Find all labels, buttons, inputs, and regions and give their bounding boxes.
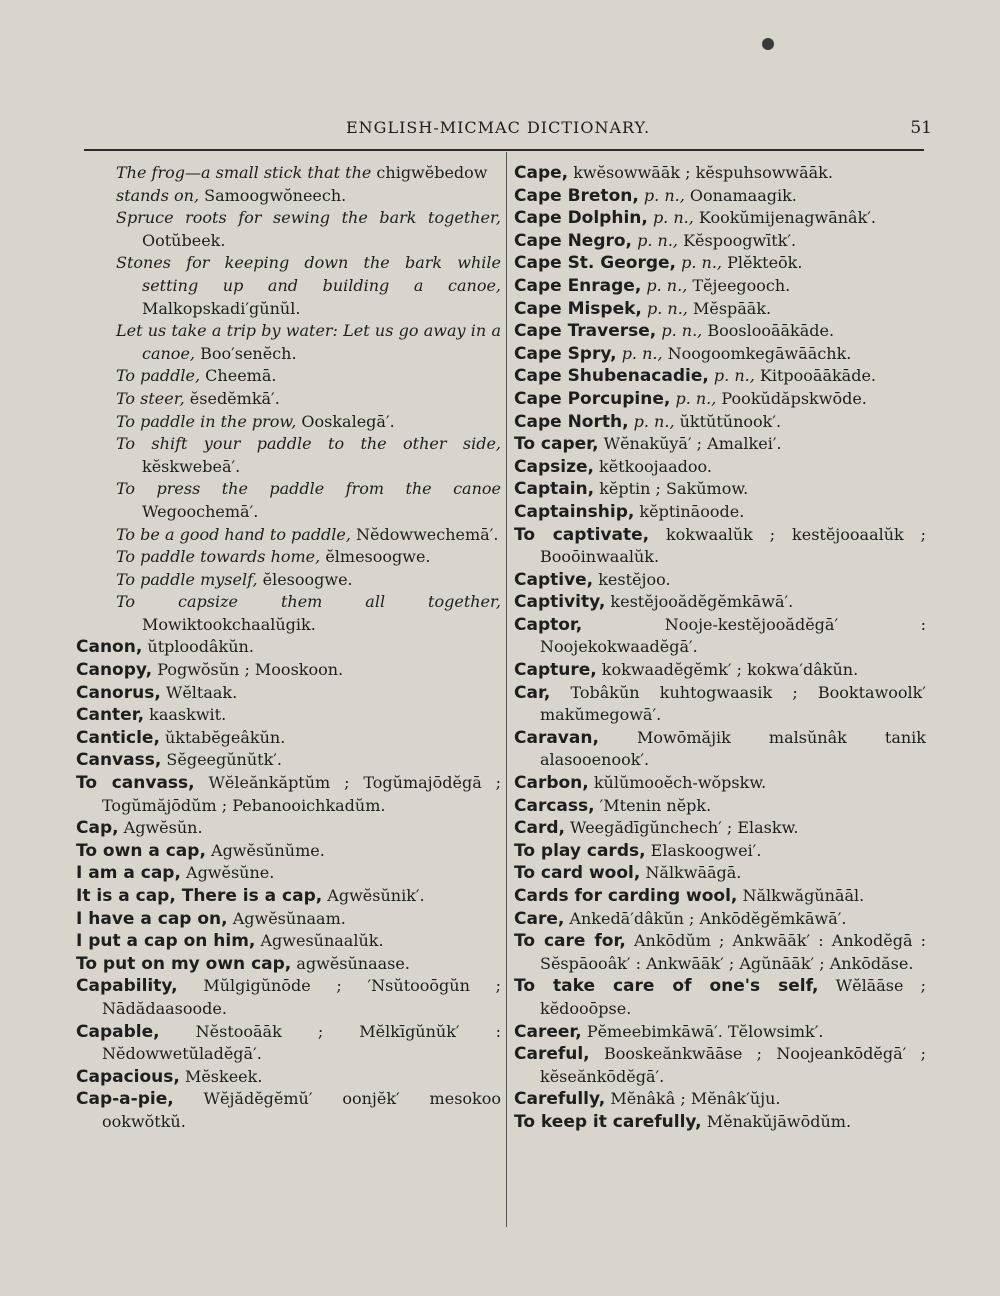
entry-translation: Mĕspāāk. xyxy=(687,298,772,318)
entry-phrase: p. n., xyxy=(646,275,688,295)
page-header xyxy=(84,118,932,142)
dictionary-entry xyxy=(514,298,926,321)
dictionary-entry xyxy=(514,885,926,908)
entry-phrase: Let us take a trip by water: Let us go away in a canoe, xyxy=(116,321,501,363)
dictionary-entry xyxy=(76,862,501,885)
dictionary-entry xyxy=(514,433,926,456)
entry-headword: Canticle, xyxy=(76,727,160,748)
left-column xyxy=(76,162,501,1134)
entry-translation: Nĕdowwechemā′. xyxy=(350,524,499,544)
entry-translation: Noogoomkegāwāāchk. xyxy=(662,343,852,363)
entry-headword: Captive, xyxy=(514,569,594,590)
dictionary-entry xyxy=(76,1021,501,1066)
entry-phrase: To paddle, xyxy=(116,366,201,386)
entry-phrase: p. n., xyxy=(681,253,722,273)
entry-phrase: To be a good hand to paddle, xyxy=(116,524,351,544)
entry-phrase: p. n., xyxy=(633,411,675,431)
dictionary-entry xyxy=(514,908,926,931)
entry-translation: Kĕspoogwītk′. xyxy=(678,230,797,250)
dictionary-entry xyxy=(514,162,926,185)
right-column xyxy=(514,162,926,1134)
entry-translation: agwĕsŭnaase. xyxy=(291,953,410,973)
entry-translation: kwĕsowwāāk ; kĕspuhsowwāāk. xyxy=(568,163,833,182)
dictionary-entry xyxy=(514,230,926,253)
entry-translation: Nĕstooāāk ; Mĕlkīgŭnŭk′ : Nĕdowwetŭladĕgā′. xyxy=(102,1021,501,1064)
dictionary-entry xyxy=(514,614,926,659)
entry-translation: kaaskwit. xyxy=(144,705,227,725)
entry-headword: Cape North, xyxy=(514,411,629,432)
entry-translation: Wegoochemā′. xyxy=(142,501,259,521)
entry-translation: Plĕkteōk. xyxy=(722,253,803,273)
dictionary-entry xyxy=(514,185,926,208)
entry-translation: Pogwŏsŭn ; Mooskoon. xyxy=(152,660,344,680)
entry-translation: Wĕlāāse ; kĕdooōpse. xyxy=(540,976,926,1018)
dictionary-entry xyxy=(76,185,501,208)
entry-phrase: p. n., xyxy=(675,388,717,408)
entry-phrase: p. n., xyxy=(637,230,678,250)
entry-headword: Cape Mispek, xyxy=(514,298,642,319)
entry-translation: Agwĕsŭnŭme. xyxy=(205,840,325,860)
dictionary-entry xyxy=(76,1066,501,1089)
entry-headword: To canvass, xyxy=(76,773,195,794)
dictionary-entry xyxy=(76,772,501,817)
entry-phrase: To capsize them all together, xyxy=(116,592,501,612)
entry-translation: Nălkwāāgā. xyxy=(640,863,742,883)
entry-translation: Pĕmeebimkāwā′. Tĕlowsimk′. xyxy=(581,1021,824,1041)
entry-translation: Boo′senĕch. xyxy=(195,343,297,363)
entry-headword: Career, xyxy=(514,1021,582,1042)
dictionary-entry xyxy=(514,727,926,772)
dictionary-entry xyxy=(514,365,926,388)
dictionary-entry xyxy=(76,320,501,365)
entry-headword: Cape Enrage, xyxy=(514,275,642,296)
entry-headword: Carbon, xyxy=(514,773,589,794)
dictionary-entry xyxy=(76,817,501,840)
dictionary-entry xyxy=(514,795,926,818)
entry-headword: Canorus, xyxy=(76,682,161,703)
entry-headword: Careful, xyxy=(514,1044,590,1065)
entry-translation: kĕskwebeā′. xyxy=(142,456,241,476)
entry-translation: Agwesŭnaalŭk. xyxy=(255,931,384,951)
entry-headword: Captainship, xyxy=(514,501,635,522)
entry-headword: Canter, xyxy=(76,705,145,726)
entry-headword: Carefully, xyxy=(514,1089,606,1110)
entry-translation: Oonamaagik. xyxy=(684,185,797,205)
entry-headword: Cape Porcupine, xyxy=(514,388,671,409)
entry-headword: Cape Dolphin, xyxy=(514,208,648,229)
entry-phrase: p. n., xyxy=(646,298,688,318)
entry-headword: Cape Spry, xyxy=(514,343,617,364)
entry-translation: kokwaadĕgĕmk′ ; kokwa′dâkŭn. xyxy=(596,660,859,680)
entry-translation: kokwaalŭk ; kestĕjooaalŭk ; Booōinwaalŭk. xyxy=(540,524,926,567)
entry-translation: Ankedā′dâkŭn ; Ankōdĕgĕmkāwā′. xyxy=(564,908,847,928)
entry-headword: Cape Breton, xyxy=(514,185,639,206)
dictionary-entry xyxy=(76,478,501,523)
entry-headword: Cape St. George, xyxy=(514,253,677,274)
entry-phrase: p. n., xyxy=(621,343,663,363)
entry-translation: Malkopskadi′gŭnŭl. xyxy=(142,298,301,318)
dictionary-entry xyxy=(514,388,926,411)
entry-translation: kĕptināoode. xyxy=(634,501,745,521)
entry-headword: I have a cap on, xyxy=(76,908,228,929)
entry-phrase: Stones for keeping down the bark while setting up and building a canoe, xyxy=(116,253,501,295)
entry-headword: To captivate, xyxy=(514,524,650,545)
entry-headword: Capture, xyxy=(514,660,597,681)
dictionary-entry xyxy=(514,524,926,569)
entry-translation: Wĕnakŭyā′ ; Amalkei′. xyxy=(598,434,782,454)
entry-translation: Booskeănkwāāse ; Noojeankōdĕgā′ ; kĕseănkōdĕgā′. xyxy=(540,1044,926,1086)
dictionary-entry xyxy=(514,252,926,275)
dictionary-entry xyxy=(514,1088,926,1111)
dictionary-entry xyxy=(514,343,926,366)
dictionary-entry xyxy=(76,953,501,976)
entry-headword: Cape, xyxy=(514,163,569,183)
entry-translation: Nălkwăgŭnāāl. xyxy=(737,886,865,905)
entry-headword: Caravan, xyxy=(514,727,599,748)
entry-translation: Cheemā. xyxy=(200,366,277,386)
entry-headword: Capsize, xyxy=(514,456,594,477)
entry-translation: ŭktabĕgeâkŭn. xyxy=(159,727,286,747)
entry-headword: Canon, xyxy=(76,637,143,658)
dictionary-entry xyxy=(514,772,926,795)
entry-phrase: stands on, xyxy=(116,185,200,205)
entry-phrase: To paddle towards home, xyxy=(116,547,321,567)
dictionary-entry xyxy=(514,1021,926,1044)
entry-translation: kestĕjoo. xyxy=(593,569,671,589)
dictionary-entry xyxy=(514,930,926,975)
entry-translation: Kookŭmijenagwānâk′. xyxy=(693,208,876,228)
dictionary-entry xyxy=(76,162,501,185)
dictionary-entry xyxy=(76,1088,501,1133)
dictionary-entry xyxy=(514,659,926,682)
entry-headword: Care, xyxy=(514,908,565,929)
entry-headword: Carcass, xyxy=(514,795,595,816)
entry-headword: Canopy, xyxy=(76,660,153,681)
dictionary-entry xyxy=(514,840,926,863)
entry-headword: Cap-a-pie, xyxy=(76,1089,174,1110)
dictionary-entry xyxy=(76,636,501,659)
dictionary-entry xyxy=(514,478,926,501)
entry-phrase: To steer, xyxy=(116,388,185,408)
entry-translation: Mĕnâkâ ; Mĕnâk′ŭju. xyxy=(605,1089,781,1109)
entry-translation: Kitpooāākāde. xyxy=(754,366,877,386)
entry-phrase: p. n., xyxy=(652,208,694,228)
entry-headword: Canvass, xyxy=(76,750,162,771)
entry-translation: Agwĕsŭnaam. xyxy=(227,908,346,928)
dictionary-entry xyxy=(514,569,926,592)
header-rule xyxy=(84,149,924,151)
entry-phrase: To paddle in the prow, xyxy=(116,411,297,431)
entry-translation: Mowōmăjik malsŭnâk tanik alasooenook′. xyxy=(540,727,926,770)
entry-translation: Wĕleănkăptŭm ; Togŭmajōdĕgā ; Togŭmăjōdŭm ; Pebanooichkadŭm. xyxy=(102,773,501,815)
entry-headword: To care for, xyxy=(514,931,626,952)
entry-translation: Mowiktookchaalŭgik. xyxy=(142,614,316,634)
entry-translation: ĕlesoogwe. xyxy=(257,569,353,589)
entry-translation: Agwĕsŭne. xyxy=(180,863,275,883)
entry-translation: kĕptin ; Sakŭmow. xyxy=(594,479,749,499)
entry-headword: To play cards, xyxy=(514,840,646,861)
dictionary-entry xyxy=(76,749,501,772)
entry-phrase: Spruce roots for sewing the bark together, xyxy=(116,208,501,228)
entry-headword: To keep it carefully, xyxy=(514,1111,702,1132)
dictionary-entry xyxy=(76,546,501,569)
dictionary-entry xyxy=(76,975,501,1020)
entry-headword: Card, xyxy=(514,818,565,839)
entry-translation: Wĕjădĕgĕmŭ′ oonjĕk′ mesokoo ookwŏtkŭ. xyxy=(102,1089,501,1131)
column-divider xyxy=(506,152,507,1227)
dictionary-entry xyxy=(76,252,501,320)
entry-headword: To take care of one's self, xyxy=(514,976,819,997)
entry-phrase: To shift your paddle to the other side, xyxy=(116,434,501,454)
running-title: ENGLISH-MICMAC DICTIONARY. xyxy=(346,118,651,137)
dictionary-entry xyxy=(76,591,501,636)
entry-headword: Capable, xyxy=(76,1021,160,1042)
dictionary-entry xyxy=(514,591,926,614)
entry-translation: Tĕjeegooch. xyxy=(687,275,791,295)
dictionary-entry xyxy=(76,388,501,411)
entry-translation: Nooje-kestĕjooădĕgā′ : Noojekokwaadĕgā′. xyxy=(540,614,926,657)
dictionary-entry xyxy=(76,727,501,750)
ink-spot xyxy=(762,38,774,50)
entry-translation: ŭtploodâkŭn. xyxy=(142,637,254,657)
entry-headword: Cape Traverse, xyxy=(514,321,657,342)
dictionary-entry xyxy=(76,365,501,388)
entry-translation: Weegădīgŭnchech′ ; Elaskw. xyxy=(564,818,799,838)
entry-phrase: p. n., xyxy=(661,321,703,341)
entry-translation: Elaskoogwei′. xyxy=(645,840,762,860)
entry-translation: Mĕskeek. xyxy=(179,1066,263,1086)
entry-headword: Captor, xyxy=(514,614,583,635)
entry-translation: ŭktŭtŭnook′. xyxy=(674,411,782,431)
entry-translation: Booslooāākāde. xyxy=(702,321,835,341)
entry-headword: Capacious, xyxy=(76,1066,180,1087)
entry-headword: Cape Shubenacadie, xyxy=(514,366,709,387)
entry-headword: It is a cap, There is a cap, xyxy=(76,886,323,906)
entry-translation: Sĕgeegŭnŭtk′. xyxy=(161,750,283,770)
entry-translation: Tobâkŭn kuhtogwaasik ; Booktawoolk′ makŭmegowā′. xyxy=(540,682,926,725)
entry-translation: ĕsedĕmkā′. xyxy=(184,388,280,408)
entry-headword: I am a cap, xyxy=(76,863,181,884)
entry-headword: Cape Negro, xyxy=(514,230,633,251)
dictionary-entry xyxy=(76,207,501,252)
entry-headword: Capability, xyxy=(76,976,178,997)
entry-headword: To own a cap, xyxy=(76,840,206,861)
entry-translation: Ooskalegā′. xyxy=(296,411,395,431)
dictionary-entry xyxy=(514,207,926,230)
entry-translation: kŭlŭmooĕch-wŏpskw. xyxy=(588,773,767,793)
entry-translation: Ankōdŭm ; Ankwāāk′ : Ankodĕgā : Sĕspāooâk′ : Ankwāāk′ ; Agŭnāāk′ ; Ankōdăse. xyxy=(540,931,926,973)
entry-translation: chigwĕbedow xyxy=(371,163,488,182)
dictionary-entry xyxy=(76,411,501,434)
dictionary-entry xyxy=(76,524,501,547)
dictionary-entry xyxy=(514,1043,926,1088)
entry-phrase: To press the paddle from the canoe xyxy=(116,479,501,499)
dictionary-entry xyxy=(514,501,926,524)
dictionary-entry xyxy=(76,885,501,908)
dictionary-entry xyxy=(76,569,501,592)
entry-phrase: The frog—a small stick that the xyxy=(116,163,372,182)
entry-headword: To card wool, xyxy=(514,863,641,884)
entry-translation: Mŭlgigŭnōde ; ′Nsŭtooōgŭn ; Nādădaasoode. xyxy=(102,976,501,1018)
dictionary-entry xyxy=(514,817,926,840)
page-number: 51 xyxy=(910,118,932,138)
entry-translation: Mĕnakŭjāwōdŭm. xyxy=(701,1111,852,1131)
dictionary-entry xyxy=(76,908,501,931)
dictionary-entry xyxy=(76,704,501,727)
entry-translation: kestĕjooădĕgĕmkāwā′. xyxy=(605,592,794,612)
entry-translation: Samoogwŏneech. xyxy=(199,185,347,205)
entry-translation: Wĕltaak. xyxy=(160,682,238,702)
entry-phrase: To paddle myself, xyxy=(116,569,258,589)
entry-translation: kĕtkoojaadoo. xyxy=(593,456,712,476)
entry-translation: Pookŭdăpskwōde. xyxy=(716,388,867,408)
entry-headword: Captivity, xyxy=(514,592,606,613)
entry-headword: I put a cap on him, xyxy=(76,931,256,952)
dictionary-entry xyxy=(514,1111,926,1134)
dictionary-entry xyxy=(76,682,501,705)
dictionary-entry xyxy=(514,682,926,727)
dictionary-entry xyxy=(514,411,926,434)
dictionary-entry xyxy=(76,433,501,478)
entry-headword: To put on my own cap, xyxy=(76,953,292,974)
dictionary-entry xyxy=(76,840,501,863)
entry-translation: Agwĕsŭnik′. xyxy=(322,886,425,905)
entry-translation: Ootŭbeek. xyxy=(142,230,226,250)
dictionary-entry xyxy=(514,320,926,343)
dictionary-entry xyxy=(514,275,926,298)
entry-translation: Agwĕsŭn. xyxy=(118,818,203,838)
entry-headword: To caper, xyxy=(514,434,599,455)
entry-headword: Cap, xyxy=(76,818,119,839)
dictionary-entry xyxy=(76,930,501,953)
entry-headword: Car, xyxy=(514,682,551,703)
dictionary-entry xyxy=(514,975,926,1020)
dictionary-entry xyxy=(514,862,926,885)
dictionary-entry xyxy=(514,456,926,479)
entry-translation: ′Mtenin nĕpk. xyxy=(594,795,712,815)
entry-headword: Captain, xyxy=(514,479,595,500)
dictionary-entry xyxy=(76,659,501,682)
entry-phrase: p. n., xyxy=(713,366,755,386)
entry-phrase: p. n., xyxy=(643,185,685,205)
entry-headword: Cards for carding wool, xyxy=(514,886,738,906)
entry-translation: ĕlmesoogwe. xyxy=(320,547,431,567)
